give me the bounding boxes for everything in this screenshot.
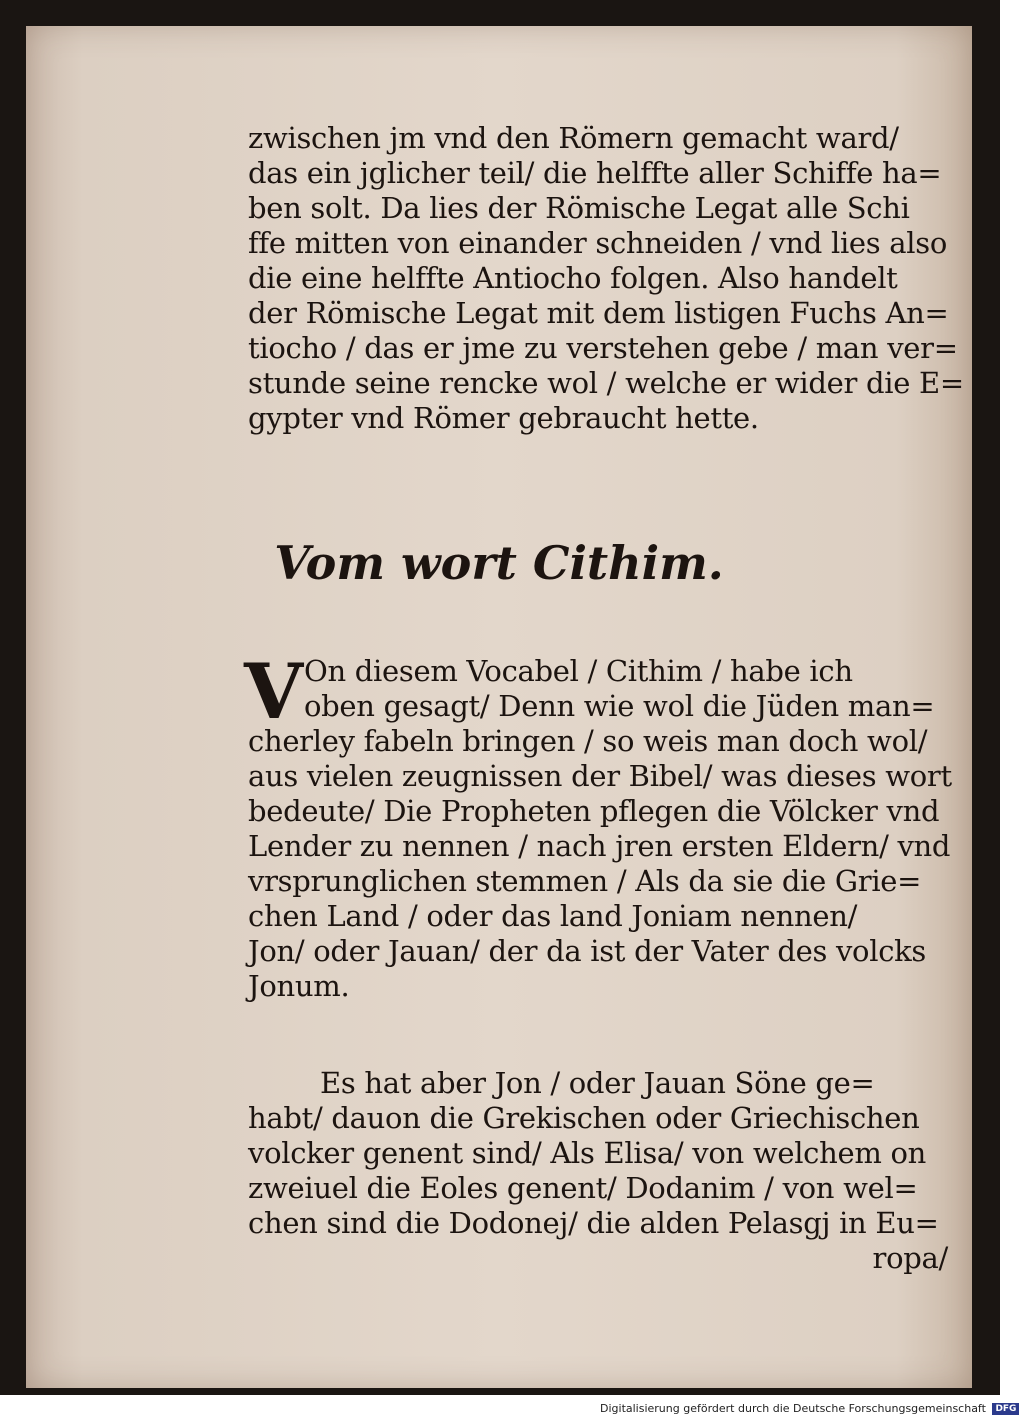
dfg-logo: DFG bbox=[992, 1403, 1019, 1415]
text-line: volcker genent sind/ Als Elisa/ von welchem on bbox=[248, 1136, 927, 1170]
text-line: der Römische Legat mit dem listigen Fuchs An= bbox=[248, 296, 949, 330]
book-page bbox=[26, 26, 972, 1388]
footer-text: Digitalisierung gefördert durch die Deutsche Forschungsgemeinschaft bbox=[600, 1402, 986, 1415]
text-line: chen Land / oder das land Joniam nennen/ bbox=[248, 899, 858, 933]
text-line: bedeute/ Die Propheten pflegen die Völcker vnd bbox=[248, 794, 940, 828]
text-line: aus vielen zeugnissen der Bibel/ was dieses wort bbox=[248, 759, 952, 793]
text-line: stunde seine rencke wol / welche er wider die E= bbox=[248, 366, 964, 400]
text-line: Lender zu nennen / nach jren ersten Eldern/ vnd bbox=[248, 829, 951, 863]
text-line: die eine helffte Antiocho folgen. Also handelt bbox=[248, 261, 898, 295]
text-line: Jonum. bbox=[248, 969, 350, 1003]
text-line: oben gesagt/ Denn wie wol die Jüden man= bbox=[304, 689, 935, 723]
text-line: zweiuel die Eoles genent/ Dodanim / von wel= bbox=[248, 1171, 918, 1205]
paragraph-2 bbox=[248, 654, 958, 1004]
text-line: habt/ dauon die Grekischen oder Griechischen bbox=[248, 1101, 920, 1135]
text-line: gypter vnd Römer gebraucht hette. bbox=[248, 401, 759, 435]
text-line: chen sind die Dodonej/ die alden Pelasgj in Eu= bbox=[248, 1206, 939, 1240]
text-line: zwischen jm vnd den Römern gemacht ward/ bbox=[248, 121, 899, 155]
text-line: cherley fabeln bringen / so weis man doch wol/ bbox=[248, 724, 928, 758]
text-line: ben solt. Da lies der Römische Legat alle Schi bbox=[248, 191, 910, 225]
text-line: Es hat aber Jon / oder Jauan Söne ge= bbox=[320, 1066, 875, 1100]
funding-footer bbox=[600, 1402, 1017, 1415]
section-heading: Vom wort Cithim. bbox=[274, 536, 724, 590]
text-line: vrsprunglichen stemmen / Als da sie die Grie= bbox=[248, 864, 922, 898]
catchword: ropa/ bbox=[872, 1241, 948, 1275]
paragraph-1 bbox=[248, 121, 964, 436]
text-line: Jon/ oder Jauan/ der da ist der Vater des volcks bbox=[248, 934, 926, 968]
text-line: das ein jglicher teil/ die helffte aller Schiffe ha= bbox=[248, 156, 942, 190]
paragraph-3 bbox=[248, 1066, 958, 1276]
text-line: On diesem Vocabel / Cithim / habe ich bbox=[304, 654, 853, 688]
text-line: tiocho / das er jme zu verstehen gebe / man ver= bbox=[248, 331, 958, 365]
drop-cap: V bbox=[244, 647, 303, 736]
text-line: ffe mitten von einander schneiden / vnd lies also bbox=[248, 226, 948, 260]
